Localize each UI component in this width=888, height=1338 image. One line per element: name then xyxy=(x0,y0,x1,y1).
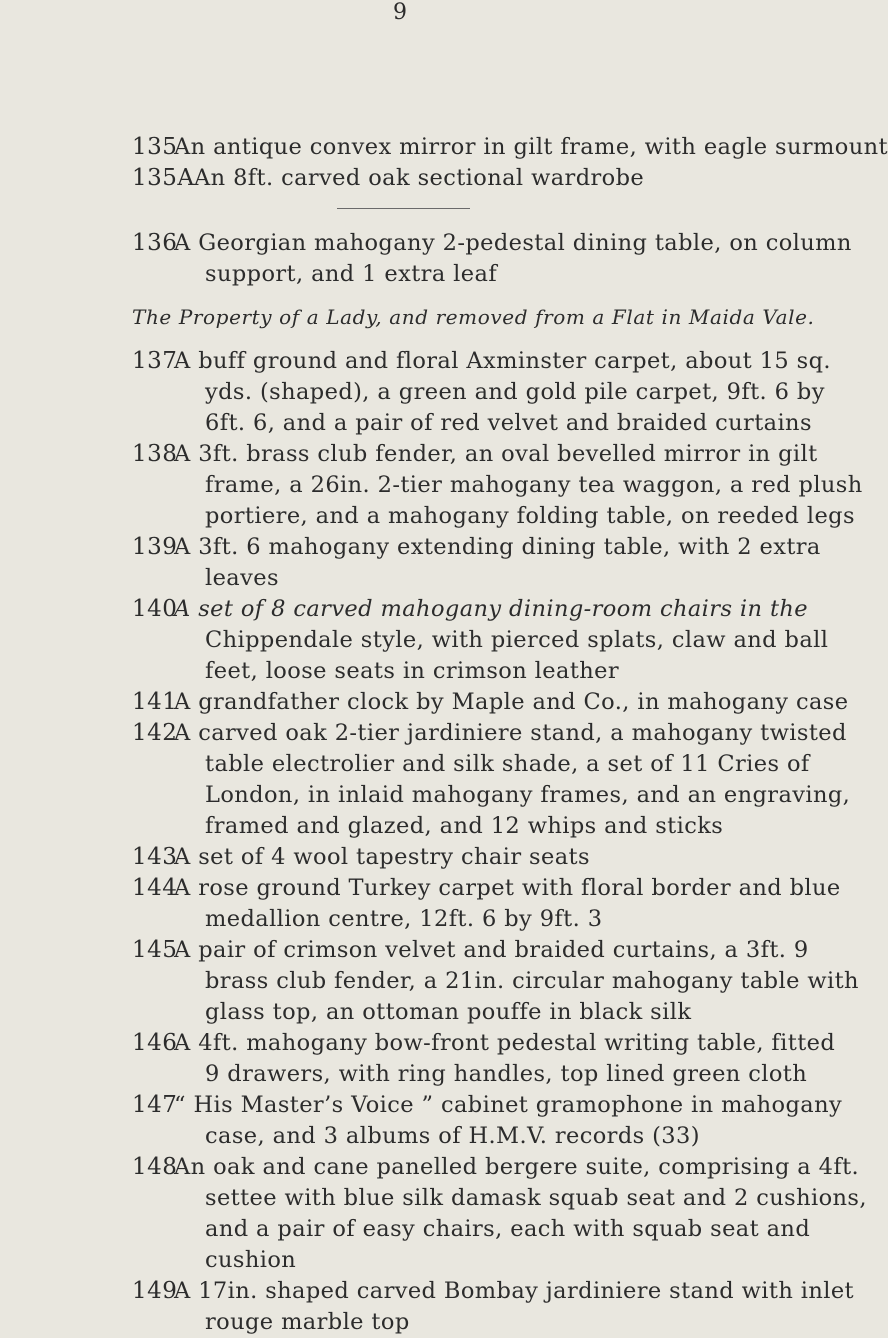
lot-description-line: support, and 1 extra leaf xyxy=(205,261,498,287)
lot-description-line: A carved oak 2-tier jardiniere stand, a mahogany twisted xyxy=(174,720,847,746)
lot-description-line: A 3ft. brass club fender, an oval bevelled mirror in gilt xyxy=(174,441,818,467)
lot-description xyxy=(174,842,646,873)
lot-description-line: rouge marble top xyxy=(205,1309,410,1335)
lot-number: 141 xyxy=(132,689,178,715)
lot-description-line: Chippendale style, with pierced splats, claw and ball xyxy=(205,627,829,653)
lot-description-line: glass top, an ottoman pouffe in black silk xyxy=(205,999,692,1025)
lot-number: 135A xyxy=(132,165,195,191)
lot-description-line: cushion xyxy=(205,1247,297,1273)
lot-description-line: and a pair of easy chairs, each with squab seat and xyxy=(205,1216,811,1242)
lot-description xyxy=(174,132,888,163)
lot-description xyxy=(174,1152,867,1276)
lot-description xyxy=(174,594,829,687)
lot-description-line: A Georgian mahogany 2-pedestal dining table, on column xyxy=(174,230,852,256)
lot-description-line: A 17in. shaped carved Bombay jardiniere stand with inlet xyxy=(174,1278,854,1304)
lot-description-line: A pair of crimson velvet and braided curtains, a 3ft. 9 xyxy=(174,937,809,963)
lot-description-line: settee with blue silk damask squab seat and 2 cushions, xyxy=(205,1185,867,1211)
lot-number: 138 xyxy=(132,441,178,467)
lot-description-line: A 4ft. mahogany bow-front pedestal writing table, fitted xyxy=(174,1030,836,1056)
lot-description xyxy=(174,718,851,842)
lot-description xyxy=(174,228,852,290)
lot-number: 144 xyxy=(132,875,178,901)
lot-description-line: 9 drawers, with ring handles, top lined green cloth xyxy=(205,1061,808,1087)
lot-description-line: A 3ft. 6 mahogany extending dining table, with 2 extra xyxy=(174,534,821,560)
lot-description-line: A set of 4 wool tapestry chair seats xyxy=(174,844,590,870)
lot-description-line: yds. (shaped), a green and gold pile carpet, 9ft. 6 by xyxy=(205,379,825,405)
lot-description xyxy=(194,163,666,194)
lot-number: 147 xyxy=(132,1092,178,1118)
lot-description-line: feet, loose seats in crimson leather xyxy=(205,658,620,684)
lot-description-line: 6ft. 6, and a pair of red velvet and braided curtains xyxy=(205,410,812,436)
lot-description xyxy=(174,439,863,532)
lot-description-line: An oak and cane panelled bergere suite, comprising a 4ft. xyxy=(174,1154,860,1180)
lot-description-line: portiere, and a mahogany folding table, on reeded legs xyxy=(205,503,855,529)
lot-description xyxy=(174,1028,836,1090)
lot-description-line: A buff ground and floral Axminster carpet, about 15 sq. xyxy=(174,348,831,374)
lot-number: 148 xyxy=(132,1154,178,1180)
lot-description xyxy=(174,687,849,718)
lot-description-line: An antique convex mirror in gilt frame, with eagle surmount xyxy=(174,134,888,160)
lot-description-line: An 8ft. carved oak sectional wardrobe xyxy=(194,165,645,191)
lot-description xyxy=(174,532,821,594)
lot-description-line: A rose ground Turkey carpet with floral border and blue xyxy=(174,875,841,901)
lot-number: 137 xyxy=(132,348,178,374)
lot-description-line: leaves xyxy=(205,565,279,591)
lot-description xyxy=(174,346,831,439)
lot-description-line: table electrolier and silk shade, a set of 11 Cries of xyxy=(205,751,810,777)
lot-description-line: A set of 8 carved mahogany dining-room chairs in the xyxy=(174,596,809,622)
lot-description-line: brass club fender, a 21in. circular mahogany table with xyxy=(205,968,859,994)
lot-description-line: case, and 3 albums of H.M.V. records (33) xyxy=(205,1123,700,1149)
lot-number: 143 xyxy=(132,844,178,870)
lot-description-line: frame, a 26in. 2-tier mahogany tea waggon, a red plush xyxy=(205,472,863,498)
lot-number: 142 xyxy=(132,720,178,746)
lot-number: 145 xyxy=(132,937,178,963)
lot-description-line: London, in inlaid mahogany frames, and an engraving, xyxy=(205,782,851,808)
lot-description xyxy=(174,1090,843,1152)
lot-description-line: medallion centre, 12ft. 6 by 9ft. 3 xyxy=(205,906,603,932)
lot-description-line: A grandfather clock by Maple and Co., in mahogany case xyxy=(174,689,849,715)
lot-number: 149 xyxy=(132,1278,178,1304)
section-divider xyxy=(337,208,470,209)
provenance-heading: The Property of a Lady, and removed from a Flat in Maida Vale. xyxy=(132,305,815,329)
lot-number: 146 xyxy=(132,1030,178,1056)
lot-description-line: “ His Master’s Voice ” cabinet gramophone in mahogany xyxy=(174,1092,843,1118)
lot-description-line: framed and glazed, and 12 whips and sticks xyxy=(205,813,724,839)
lot-description xyxy=(174,1276,854,1338)
page-number: 9 xyxy=(393,0,407,25)
lot-description xyxy=(174,935,859,1028)
lot-description xyxy=(174,873,841,935)
lot-number: 135 xyxy=(132,134,178,160)
lot-number: 140 xyxy=(132,596,178,622)
lot-number: 136 xyxy=(132,230,178,256)
lot-number: 139 xyxy=(132,534,178,560)
